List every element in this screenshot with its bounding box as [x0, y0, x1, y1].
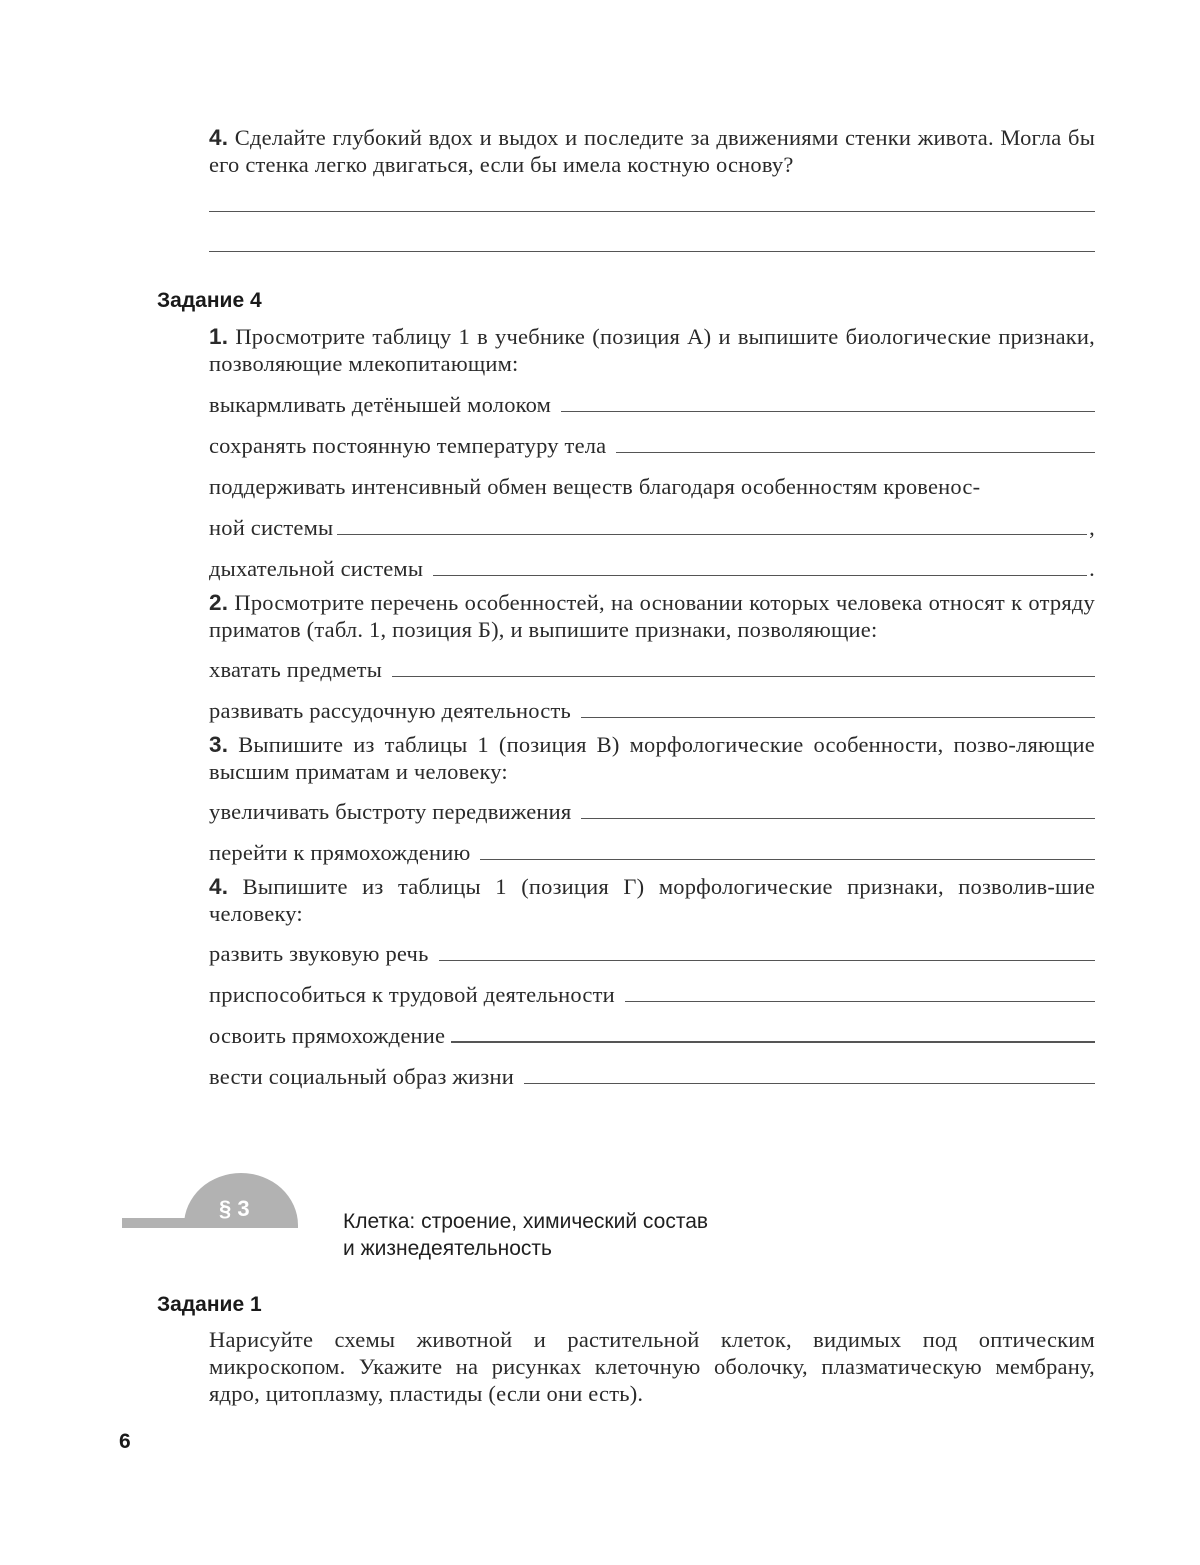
fill-in-item [209, 797, 1095, 825]
section-number: § 3 [219, 1196, 250, 1221]
fill-in-intro [209, 472, 1095, 500]
fill-in-item [209, 1021, 1095, 1049]
question-4-top [209, 124, 1095, 178]
question-text: Выпишите из таблицы 1 (позиция В) морфологические особенности, позво-ляющие высшим приматам и человеку: [209, 732, 1095, 784]
question-number: 4. [209, 874, 229, 899]
section-title-line-1: Клетка: строение, химический состав [343, 1210, 709, 1233]
answer-blank[interactable] [480, 859, 1095, 860]
task1-instructions: Нарисуйте схемы животной и растительной клеток, видимых под оптическим микроскопом. Укажите на рисунках клеточную оболочку, плазматическую мембрану, ядро, цитоплазму, пластиды (если они есть). [209, 1327, 1095, 1406]
page-number: 6 [119, 1430, 131, 1453]
section-title [343, 1208, 708, 1262]
fill-in-item [209, 838, 1095, 866]
answer-blank[interactable] [451, 1041, 1095, 1043]
fill-in-item [209, 1062, 1095, 1090]
question-number: 2. [209, 590, 229, 615]
task-heading: Задание 1 [157, 1293, 262, 1316]
question-number: 4. [209, 125, 229, 150]
item-label: увеличивать быстроту передвижения [209, 799, 572, 824]
item-label: сохранять постоянную температуру тела [209, 433, 607, 458]
answer-blank[interactable] [616, 452, 1095, 453]
section-title-line-2: и жизнедеятельность [343, 1237, 552, 1260]
answer-blank[interactable] [581, 717, 1095, 718]
question-text: Просмотрите перечень особенностей, на основании которых человека относят к отряду приматов (табл. 1, позиция Б), и выпишите признаки, позволяющие: [209, 590, 1095, 642]
task4-question-2 [209, 589, 1095, 643]
answer-line[interactable] [209, 211, 1095, 212]
item-label: выкармливать детёнышей молоком [209, 392, 552, 417]
fill-in-item [209, 513, 1095, 541]
answer-blank[interactable] [392, 676, 1095, 677]
task4-question-4 [209, 873, 1095, 927]
question-number: 1. [209, 324, 229, 349]
item-label: хватать предметы [209, 657, 383, 682]
answer-blank[interactable] [561, 411, 1095, 412]
fill-in-item [209, 655, 1095, 683]
question-text: Выпишите из таблицы 1 (позиция Г) морфологические признаки, позволив-шие человеку: [209, 874, 1095, 926]
answer-blank[interactable] [524, 1083, 1095, 1084]
answer-blank[interactable] [625, 1001, 1095, 1002]
fill-in-item [209, 696, 1095, 724]
fill-in-item [209, 939, 1095, 967]
item-label: поддерживать интенсивный обмен веществ благодаря особенностям кровенос- [209, 474, 981, 499]
item-label: вести социальный образ жизни [209, 1064, 514, 1089]
item-label: ной системы [209, 515, 334, 540]
answer-line[interactable] [209, 251, 1095, 252]
fill-in-item [209, 431, 1095, 459]
fill-in-item [209, 390, 1095, 418]
item-label: освоить прямохождение [209, 1023, 446, 1048]
question-number: 3. [209, 732, 229, 757]
answer-blank[interactable] [581, 818, 1095, 819]
item-label: развивать рассудочную деятельность [209, 698, 571, 723]
item-label: перейти к прямохождению [209, 840, 471, 865]
item-label: приспособиться к трудовой деятельности [209, 982, 615, 1007]
task4-question-3 [209, 731, 1095, 785]
task4-question-1 [209, 323, 1095, 377]
task-heading: Задание 4 [157, 289, 262, 312]
answer-blank[interactable] [433, 575, 1087, 576]
punctuation: . [1089, 556, 1095, 581]
question-text: Просмотрите таблицу 1 в учебнике (позиция А) и выпишите биологические признаки, позволяющие млекопитающим: [209, 324, 1095, 376]
question-text: Сделайте глубокий вдох и выдох и последите за движениями стенки живота. Могла бы его стенка легко двигаться, если бы имела костную основу? [209, 125, 1096, 177]
fill-in-item [209, 980, 1095, 1008]
punctuation: , [1089, 515, 1095, 540]
fill-in-item [209, 554, 1095, 582]
answer-blank[interactable] [337, 534, 1087, 535]
answer-blank[interactable] [439, 960, 1095, 961]
item-label: развить звуковую речь [209, 941, 429, 966]
item-label: дыхательной системы [209, 556, 424, 581]
